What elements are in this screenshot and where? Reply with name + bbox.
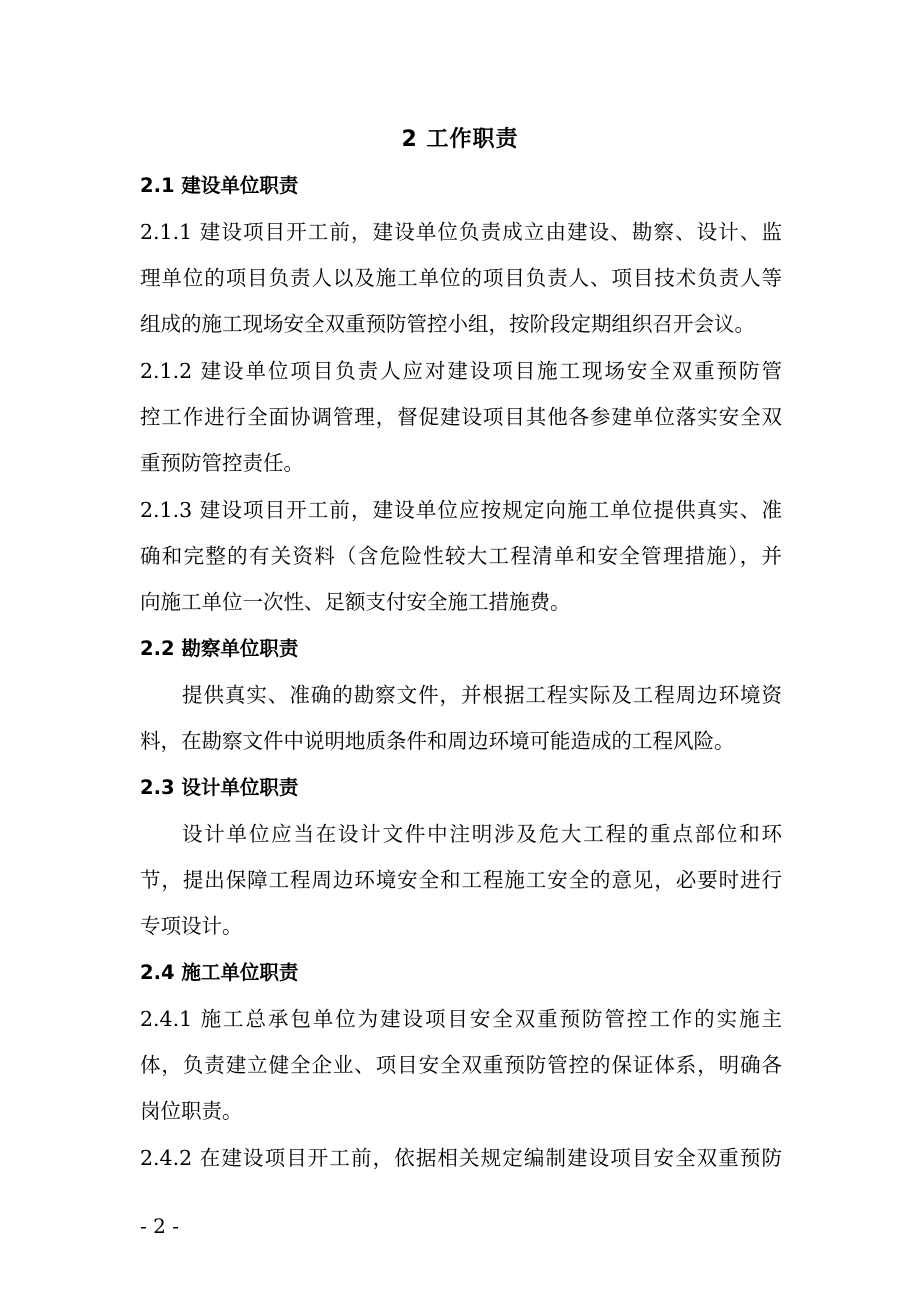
paragraph-2-1-1-line: 理单位的项目负责人以及施工单位的项目负责人、项目技术负责人等 — [140, 266, 782, 290]
paragraph-2-1-3-line: 确和完整的有关资料（含危险性较大工程清单和安全管理措施），并 — [140, 544, 782, 568]
heading-2-1: 2.1 建设单位职责 — [140, 174, 299, 197]
paragraph-2-1-2-line: 重预防管控责任。 — [140, 451, 304, 475]
paragraph-2-4-2-line: 2.4.2 在建设项目开工前，依据相关规定编制建设项目安全双重预防 — [140, 1146, 782, 1170]
heading-2-3: 2.3 设计单位职责 — [140, 776, 299, 799]
section-title: 2 工作职责 — [401, 127, 519, 152]
heading-2-4: 2.4 施工单位职责 — [140, 961, 299, 984]
paragraph-2-1-3-line: 2.1.3 建设项目开工前，建设单位应按规定向施工单位提供真实、准 — [140, 498, 782, 522]
paragraph-2-3-line: 节，提出保障工程周边环境安全和工程施工安全的意见，必要时进行 — [140, 868, 782, 892]
paragraph-2-4-1-line: 体，负责建立健全企业、项目安全双重预防管控的保证体系，明确各 — [140, 1053, 782, 1077]
paragraph-2-1-3-line: 向施工单位一次性、足额支付安全施工措施费。 — [140, 590, 571, 614]
paragraph-2-1-2-line: 2.1.2 建设单位项目负责人应对建设项目施工现场安全双重预防管 — [140, 359, 782, 383]
paragraph-2-1-2-line: 控工作进行全面协调管理，督促建设项目其他各参建单位落实安全双 — [140, 405, 782, 429]
paragraph-2-4-1-line: 2.4.1 施工总承包单位为建设项目安全双重预防管控工作的实施主 — [140, 1007, 782, 1031]
paragraph-2-2-line: 提供真实、准确的勘察文件，并根据工程实际及工程周边环境资 — [182, 683, 782, 707]
paragraph-2-1-1-line: 2.1.1 建设项目开工前，建设单位负责成立由建设、勘察、设计、监 — [140, 220, 782, 244]
paragraph-2-3-line: 专项设计。 — [140, 914, 243, 938]
paragraph-2-1-1-line: 组成的施工现场安全双重预防管控小组，按阶段定期组织召开会议。 — [140, 312, 755, 336]
paragraph-2-3-line: 设计单位应当在设计文件中注明涉及危大工程的重点部位和环 — [182, 822, 782, 846]
page-number: - 2 - — [140, 1214, 179, 1238]
paragraph-2-2-line: 料，在勘察文件中说明地质条件和周边环境可能造成的工程风险。 — [140, 729, 735, 753]
heading-2-2: 2.2 勘察单位职责 — [140, 637, 299, 660]
paragraph-2-4-1-line: 岗位职责。 — [140, 1099, 243, 1123]
